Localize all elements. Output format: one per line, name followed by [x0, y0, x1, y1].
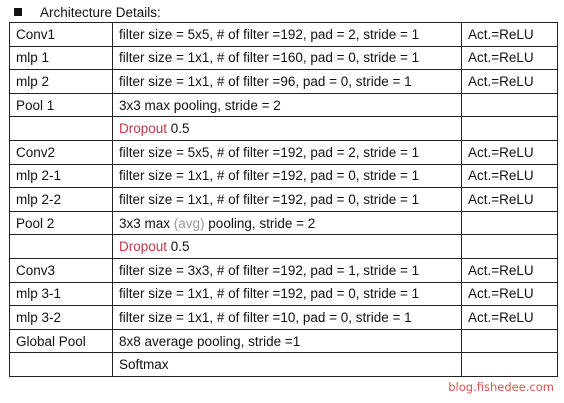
table-row — [10, 164, 558, 188]
layer-name-cell: mlp 2-1 — [10, 164, 113, 188]
layer-name-cell: mlp 1 — [10, 46, 113, 70]
dropout-cell — [113, 235, 462, 259]
table-row — [10, 93, 558, 117]
activation-cell — [462, 353, 558, 377]
layer-name-cell: Conv2 — [10, 140, 113, 164]
activation-cell: Act.=ReLU — [462, 70, 558, 94]
activation-cell: Act.=ReLU — [462, 46, 558, 70]
dropout-value: 0.5 — [170, 121, 190, 137]
layer-detail-cell: filter size = 1x1, # of filter =192, pad = 0, stride = 1 — [113, 188, 462, 212]
table-row — [10, 329, 558, 353]
activation-cell: Act.=ReLU — [462, 258, 558, 282]
layer-detail-cell: filter size = 1x1, # of filter =160, pad = 0, stride = 1 — [113, 46, 462, 70]
architecture-table — [9, 22, 558, 377]
table-row — [10, 282, 558, 306]
table-row — [10, 306, 558, 330]
activation-cell — [462, 211, 558, 235]
layer-name-cell: mlp 2-2 — [10, 188, 113, 212]
layer-name-cell: mlp 2 — [10, 70, 113, 94]
dropout-cell — [113, 117, 462, 141]
layer-detail-cell: filter size = 5x5, # of filter =192, pad = 2, stride = 1 — [113, 23, 462, 47]
layer-name-cell: Conv1 — [10, 23, 113, 47]
activation-cell — [462, 235, 558, 259]
layer-detail-cell: filter size = 1x1, # of filter =192, pad = 0, stride = 1 — [113, 282, 462, 306]
layer-name-cell: mlp 3-1 — [10, 282, 113, 306]
dropout-label: Dropout — [119, 239, 168, 255]
layer-detail-cell: 8x8 average pooling, stride =1 — [113, 329, 462, 353]
layer-name-cell — [10, 353, 113, 377]
activation-cell: Act.=ReLU — [462, 282, 558, 306]
section-title: Architecture Details: — [40, 4, 161, 20]
table-row — [10, 117, 558, 141]
table-row — [10, 211, 558, 235]
table-row — [10, 258, 558, 282]
layer-detail-cell: 3x3 max pooling, stride = 2 — [113, 93, 462, 117]
table-row — [10, 188, 558, 212]
watermark: blog.fishedee.com — [448, 380, 554, 394]
table-row — [10, 70, 558, 94]
activation-cell — [462, 117, 558, 141]
layer-detail-cell: filter size = 1x1, # of filter =96, pad = 0, stride = 1 — [113, 70, 462, 94]
bullet-square-icon — [14, 8, 22, 16]
activation-cell: Act.=ReLU — [462, 140, 558, 164]
layer-name-cell: Conv3 — [10, 258, 113, 282]
activation-cell: Act.=ReLU — [462, 23, 558, 47]
section-header — [14, 3, 161, 21]
activation-cell — [462, 329, 558, 353]
activation-cell: Act.=ReLU — [462, 164, 558, 188]
layer-name-cell: mlp 3-2 — [10, 306, 113, 330]
layer-name-cell: Pool 1 — [10, 93, 113, 117]
activation-cell: Act.=ReLU — [462, 306, 558, 330]
layer-detail-cell: filter size = 3x3, # of filter =192, pad = 1, stride = 1 — [113, 258, 462, 282]
layer-name-cell — [10, 117, 113, 141]
layer-detail-cell: filter size = 1x1, # of filter =10, pad = 0, stride = 1 — [113, 306, 462, 330]
pool-detail-post: pooling, stride = 2 — [204, 215, 316, 231]
layer-detail-cell: Softmax — [113, 353, 462, 377]
activation-cell: Act.=ReLU — [462, 188, 558, 212]
avg-note: (avg) — [173, 215, 205, 231]
layer-name-cell: Pool 2 — [10, 211, 113, 235]
pool-detail-pre: 3x3 max — [119, 215, 174, 231]
table-row — [10, 140, 558, 164]
layer-name-cell — [10, 235, 113, 259]
dropout-value: 0.5 — [170, 239, 190, 255]
table-row — [10, 235, 558, 259]
table-row — [10, 23, 558, 47]
table-row — [10, 46, 558, 70]
layer-detail-cell — [113, 211, 462, 235]
layer-name-cell: Global Pool — [10, 329, 113, 353]
dropout-label: Dropout — [119, 121, 168, 137]
layer-detail-cell: filter size = 5x5, # of filter =192, pad = 2, stride = 1 — [113, 140, 462, 164]
table-row — [10, 353, 558, 377]
activation-cell — [462, 93, 558, 117]
layer-detail-cell: filter size = 1x1, # of filter =192, pad = 0, stride = 1 — [113, 164, 462, 188]
